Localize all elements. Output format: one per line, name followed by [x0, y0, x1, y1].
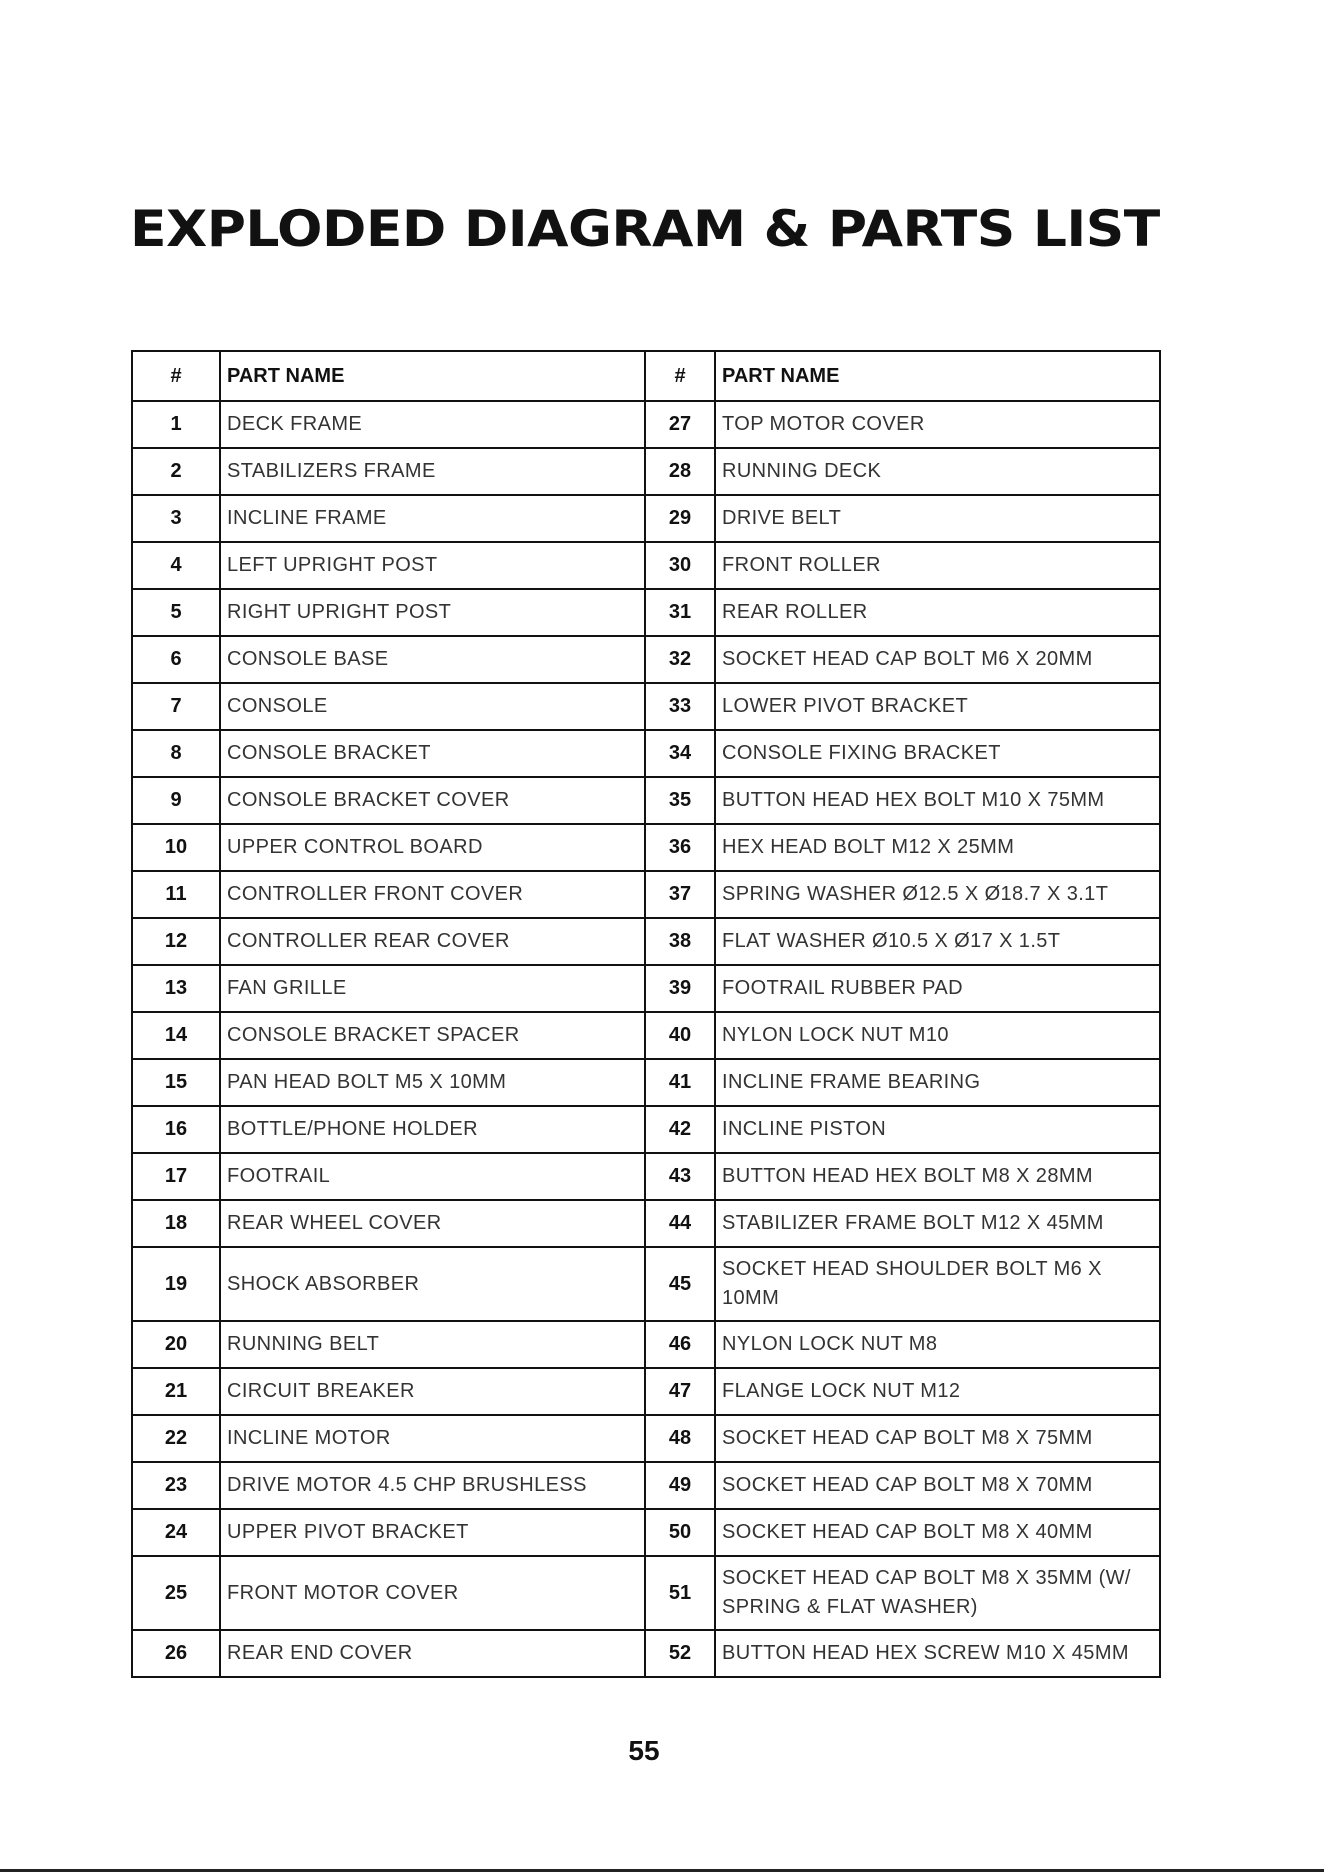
part-name-left: RIGHT UPRIGHT POST	[220, 589, 645, 636]
parts-table-body	[132, 401, 1160, 1677]
part-number-left: 17	[132, 1153, 220, 1200]
part-name-right: INCLINE PISTON	[715, 1106, 1160, 1153]
part-name-left: LEFT UPRIGHT POST	[220, 542, 645, 589]
part-name-right: INCLINE FRAME BEARING	[715, 1059, 1160, 1106]
part-name-left: INCLINE FRAME	[220, 495, 645, 542]
table-row	[132, 871, 1160, 918]
part-name-right: SOCKET HEAD CAP BOLT M8 X 40MM	[715, 1509, 1160, 1556]
part-name-left: DRIVE MOTOR 4.5 CHP BRUSHLESS	[220, 1462, 645, 1509]
part-number-right: 38	[645, 918, 715, 965]
part-number-right: 34	[645, 730, 715, 777]
part-name-right: SOCKET HEAD CAP BOLT M8 X 75MM	[715, 1415, 1160, 1462]
table-row	[132, 777, 1160, 824]
page-title: EXPLODED DIAGRAM & PARTS LIST	[130, 200, 1160, 258]
part-number-right: 46	[645, 1321, 715, 1368]
part-number-left: 18	[132, 1200, 220, 1247]
part-name-left: DECK FRAME	[220, 401, 645, 448]
part-name-left: CONSOLE BRACKET SPACER	[220, 1012, 645, 1059]
part-number-left: 16	[132, 1106, 220, 1153]
part-number-left: 24	[132, 1509, 220, 1556]
part-number-right: 44	[645, 1200, 715, 1247]
part-number-right: 47	[645, 1368, 715, 1415]
table-row	[132, 1200, 1160, 1247]
table-row	[132, 1462, 1160, 1509]
part-number-right: 30	[645, 542, 715, 589]
part-number-right: 31	[645, 589, 715, 636]
part-name-right: LOWER PIVOT BRACKET	[715, 683, 1160, 730]
part-number-right: 36	[645, 824, 715, 871]
page-number: 55	[628, 1735, 660, 1766]
part-number-right: 43	[645, 1153, 715, 1200]
part-number-right: 33	[645, 683, 715, 730]
part-number-right: 28	[645, 448, 715, 495]
part-number-left: 15	[132, 1059, 220, 1106]
part-number-right: 35	[645, 777, 715, 824]
part-name-right: BUTTON HEAD HEX BOLT M10 X 75MM	[715, 777, 1160, 824]
part-number-right: 29	[645, 495, 715, 542]
part-number-right: 37	[645, 871, 715, 918]
part-name-left: STABILIZERS FRAME	[220, 448, 645, 495]
parts-table	[131, 350, 1161, 1678]
part-name-right: FOOTRAIL RUBBER PAD	[715, 965, 1160, 1012]
table-row	[132, 918, 1160, 965]
part-number-left: 19	[132, 1247, 220, 1321]
header-number-right: #	[645, 351, 715, 401]
table-row	[132, 495, 1160, 542]
part-number-right: 32	[645, 636, 715, 683]
part-number-right: 39	[645, 965, 715, 1012]
part-name-right: TOP MOTOR COVER	[715, 401, 1160, 448]
table-row	[132, 1059, 1160, 1106]
part-name-left: FOOTRAIL	[220, 1153, 645, 1200]
part-number-left: 9	[132, 777, 220, 824]
table-row	[132, 589, 1160, 636]
table-row	[132, 636, 1160, 683]
table-row	[132, 1415, 1160, 1462]
part-number-left: 5	[132, 589, 220, 636]
part-number-right: 51	[645, 1556, 715, 1630]
part-name-right: SOCKET HEAD CAP BOLT M8 X 35MM (W/ SPRING & FLAT WASHER)	[715, 1556, 1160, 1630]
header-part-name-right: PART NAME	[715, 351, 1160, 401]
part-name-right: SOCKET HEAD CAP BOLT M8 X 70MM	[715, 1462, 1160, 1509]
part-name-right: SPRING WASHER Ø12.5 X Ø18.7 X 3.1T	[715, 871, 1160, 918]
part-number-right: 52	[645, 1630, 715, 1677]
part-name-left: CONSOLE BASE	[220, 636, 645, 683]
part-number-right: 27	[645, 401, 715, 448]
part-number-left: 20	[132, 1321, 220, 1368]
header-part-name-left: PART NAME	[220, 351, 645, 401]
part-number-left: 11	[132, 871, 220, 918]
part-number-left: 2	[132, 448, 220, 495]
part-number-left: 3	[132, 495, 220, 542]
part-number-right: 48	[645, 1415, 715, 1462]
header-number-left: #	[132, 351, 220, 401]
part-name-left: REAR WHEEL COVER	[220, 1200, 645, 1247]
part-name-left: FRONT MOTOR COVER	[220, 1556, 645, 1630]
table-row	[132, 1368, 1160, 1415]
part-number-left: 6	[132, 636, 220, 683]
part-name-left: BOTTLE/PHONE HOLDER	[220, 1106, 645, 1153]
part-number-left: 13	[132, 965, 220, 1012]
part-number-left: 4	[132, 542, 220, 589]
part-number-right: 40	[645, 1012, 715, 1059]
part-name-right: REAR ROLLER	[715, 589, 1160, 636]
part-number-left: 10	[132, 824, 220, 871]
part-name-right: STABILIZER FRAME BOLT M12 X 45MM	[715, 1200, 1160, 1247]
part-name-left: PAN HEAD BOLT M5 X 10MM	[220, 1059, 645, 1106]
part-name-right: RUNNING DECK	[715, 448, 1160, 495]
part-number-right: 45	[645, 1247, 715, 1321]
part-number-left: 14	[132, 1012, 220, 1059]
part-name-left: REAR END COVER	[220, 1630, 645, 1677]
part-name-left: CIRCUIT BREAKER	[220, 1368, 645, 1415]
part-name-left: UPPER PIVOT BRACKET	[220, 1509, 645, 1556]
part-name-right: BUTTON HEAD HEX BOLT M8 X 28MM	[715, 1153, 1160, 1200]
part-number-left: 7	[132, 683, 220, 730]
part-name-right: DRIVE BELT	[715, 495, 1160, 542]
table-row	[132, 730, 1160, 777]
part-number-left: 26	[132, 1630, 220, 1677]
part-name-left: INCLINE MOTOR	[220, 1415, 645, 1462]
part-name-left: CONSOLE	[220, 683, 645, 730]
table-row	[132, 1012, 1160, 1059]
table-row	[132, 1153, 1160, 1200]
table-row	[132, 683, 1160, 730]
part-name-left: CONTROLLER FRONT COVER	[220, 871, 645, 918]
table-row	[132, 1321, 1160, 1368]
part-name-left: UPPER CONTROL BOARD	[220, 824, 645, 871]
table-row	[132, 401, 1160, 448]
table-row	[132, 542, 1160, 589]
part-name-right: BUTTON HEAD HEX SCREW M10 X 45MM	[715, 1630, 1160, 1677]
part-name-left: CONTROLLER REAR COVER	[220, 918, 645, 965]
part-number-left: 12	[132, 918, 220, 965]
part-number-left: 23	[132, 1462, 220, 1509]
table-row	[132, 824, 1160, 871]
table-row	[132, 1247, 1160, 1321]
part-name-right: SOCKET HEAD SHOULDER BOLT M6 X 10MM	[715, 1247, 1160, 1321]
part-name-left: FAN GRILLE	[220, 965, 645, 1012]
part-name-left: SHOCK ABSORBER	[220, 1247, 645, 1321]
table-row	[132, 448, 1160, 495]
part-number-right: 41	[645, 1059, 715, 1106]
part-number-left: 1	[132, 401, 220, 448]
part-name-right: FLAT WASHER Ø10.5 X Ø17 X 1.5T	[715, 918, 1160, 965]
table-row	[132, 1630, 1160, 1677]
part-name-right: NYLON LOCK NUT M10	[715, 1012, 1160, 1059]
table-row	[132, 1509, 1160, 1556]
part-number-right: 42	[645, 1106, 715, 1153]
part-name-right: FRONT ROLLER	[715, 542, 1160, 589]
part-number-left: 8	[132, 730, 220, 777]
part-name-right: NYLON LOCK NUT M8	[715, 1321, 1160, 1368]
part-name-right: SOCKET HEAD CAP BOLT M6 X 20MM	[715, 636, 1160, 683]
table-row	[132, 1106, 1160, 1153]
part-name-right: HEX HEAD BOLT M12 X 25MM	[715, 824, 1160, 871]
part-name-left: CONSOLE BRACKET	[220, 730, 645, 777]
part-name-right: FLANGE LOCK NUT M12	[715, 1368, 1160, 1415]
table-row	[132, 1556, 1160, 1630]
part-name-right: CONSOLE FIXING BRACKET	[715, 730, 1160, 777]
part-name-left: CONSOLE BRACKET COVER	[220, 777, 645, 824]
part-number-left: 21	[132, 1368, 220, 1415]
part-number-right: 49	[645, 1462, 715, 1509]
table-row	[132, 965, 1160, 1012]
part-number-left: 25	[132, 1556, 220, 1630]
part-number-right: 50	[645, 1509, 715, 1556]
part-number-left: 22	[132, 1415, 220, 1462]
table-header-row	[132, 351, 1160, 401]
part-name-left: RUNNING BELT	[220, 1321, 645, 1368]
